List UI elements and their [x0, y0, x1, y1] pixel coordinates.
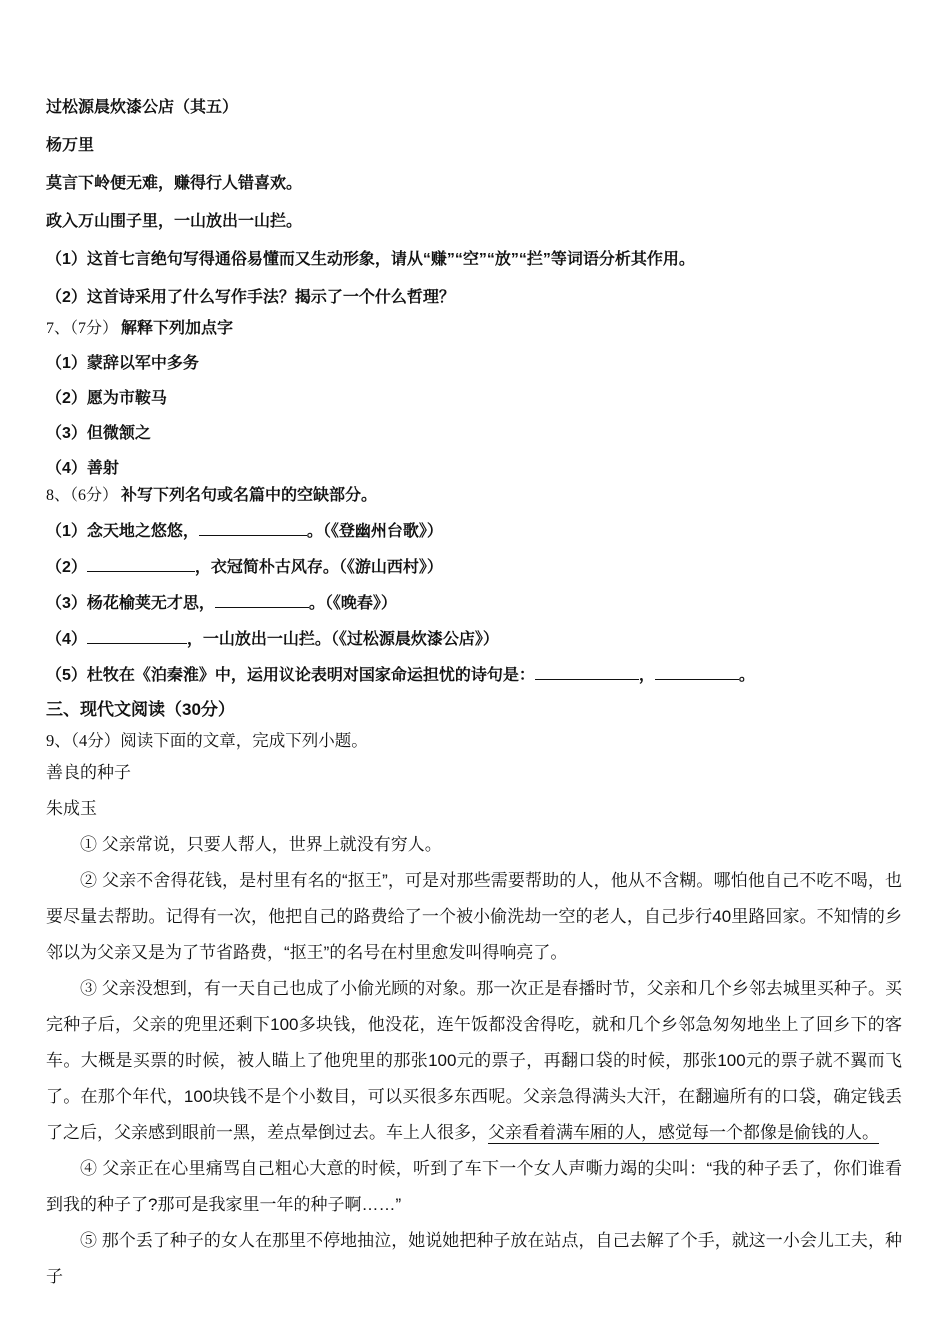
question-8-item: [46, 658, 902, 694]
question-9-header: 9、（4分）阅读下面的文章，完成下列小题。: [46, 731, 368, 750]
essay-paragraph-1: [46, 827, 902, 863]
text-segment: ② 父亲不舍得花钱，是村里有名的“抠王”，可是对那些需要帮助的人，他从不含糊。哪怕他自己不吃不喝，也要尽量去帮助。记得有一次，他把自己的路费给了一个被小偷洗劫一空的老人，自己步行40里路回家。不知情的乡邻以为父亲又是为了节省路费，“抠王”的名号在村里愈发叫得响亮了。: [46, 871, 902, 962]
text-segment: 。（《晚春》）: [308, 595, 397, 612]
answer-blank: [199, 520, 307, 536]
question-8-item: [46, 550, 902, 586]
text-segment: ⑤ 那个丢了种子的女人在那里不停地抽泣，她说她把种子放在站点，自己去解了个手，就这一小会儿工夫，种子: [46, 1231, 902, 1286]
answer-blank: [215, 592, 309, 608]
essay-paragraph-3: [46, 971, 902, 1151]
question-7-number: 7、（7分）: [46, 320, 119, 337]
text-segment: （5）杜牧在《泊秦淮》中，运用议论表明对国家命运担忧的诗句是：: [46, 667, 535, 684]
text-segment: ，衣冠简朴古风存。（《游山西村》）: [194, 559, 443, 576]
answer-blank: [87, 556, 195, 572]
text-segment: ，: [638, 667, 655, 684]
answer-blank: [655, 664, 739, 680]
poem-question: （1）这首七言绝句写得通俗易懂而又生动形象，请从“赚”“空”“放”“拦”等词语分析其作用。: [46, 251, 695, 268]
essay-paragraph-4: [46, 1151, 902, 1223]
question-8-item: [46, 514, 902, 550]
poem-section: [46, 89, 902, 317]
question-7-header: [46, 311, 902, 346]
essay-paragraph-5: [46, 1223, 902, 1295]
poem-title: 过松源晨炊漆公店（其五）: [46, 99, 239, 116]
question-7-item: （4）善射: [46, 460, 119, 477]
poem-verse: 莫言下岭便无难，赚得行人错喜欢。: [46, 175, 303, 192]
poem-verse: 政入万山围子里，一山放出一山拦。: [46, 213, 303, 230]
text-segment: 。: [738, 667, 755, 684]
text-segment: （2）: [46, 559, 87, 576]
text-segment: ，一山放出一山拦。（《过松源晨炊漆公店》）: [186, 631, 499, 648]
answer-blank: [87, 628, 187, 644]
poem-author: 杨万里: [46, 137, 95, 154]
question-7-item: （2）愿为市鞍马: [46, 390, 167, 407]
essay-paragraph-2: [46, 863, 902, 971]
text-segment: ③ 父亲没想到，有一天自己也成了小偷光顾的对象。那一次正是春播时节，父亲和几个乡邻去城里买种子。买完种子后，父亲的兜里还剩下100多块钱，他没花，连午饭都没舍得吃，就和几个乡邻急匆匆地坐上了回乡下的客车。大概是买票的时候，被人瞄上了他兜里的那张100元的票子，再翻口袋的时候，那张100元的票子就不翼而飞了。在那个年代，100块钱不是个小数目，可以买很多东西呢。父亲急得满头大汗，在翻遍所有的口袋，确定钱丢了之后，父亲感到眼前一黑，差点晕倒过去。车上人很多，: [46, 979, 902, 1142]
question-8-item: [46, 586, 902, 622]
text-segment: （4）: [46, 631, 87, 648]
text-segment: ① 父亲常说，只要人帮人，世界上就没有穷人。: [80, 835, 442, 854]
question-7-item: （3）但微颔之: [46, 425, 151, 442]
underlined-sentence: 父亲看着满车厢的人，感觉每一个都像是偷钱的人。: [488, 1123, 879, 1142]
question-8-header: [46, 478, 902, 514]
question-8: [46, 478, 902, 694]
question-7-title: 解释下列加点字: [121, 320, 234, 337]
text-segment: ④ 父亲正在心里痛骂自己粗心大意的时候，听到了车下一个女人声嘶力竭的尖叫：“我的种子丢了，你们谁看到我的种子了?那可是我家里一年的种子啊……”: [46, 1159, 902, 1214]
section-3-heading: 三、现代文阅读（30分）: [46, 700, 235, 719]
reading-passage: [46, 755, 902, 1295]
text-segment: （1）念天地之悠悠，: [46, 523, 199, 540]
question-8-title: 补写下列名句或名篇中的空缺部分。: [121, 487, 378, 504]
answer-blank: [535, 664, 639, 680]
question-8-item: [46, 622, 902, 658]
question-7: [46, 311, 902, 486]
essay-title: 善良的种子: [46, 763, 131, 782]
poem-question: （2）这首诗采用了什么写作手法？揭示了一个什么哲理？: [46, 289, 455, 306]
text-segment: （3）杨花榆荚无才思，: [46, 595, 215, 612]
essay-author: 朱成玉: [46, 799, 97, 818]
question-8-number: 8、（6分）: [46, 487, 119, 504]
text-segment: 。（《登幽州台歌》）: [306, 523, 443, 540]
question-7-item: （1）蒙辞以军中多务: [46, 355, 199, 372]
